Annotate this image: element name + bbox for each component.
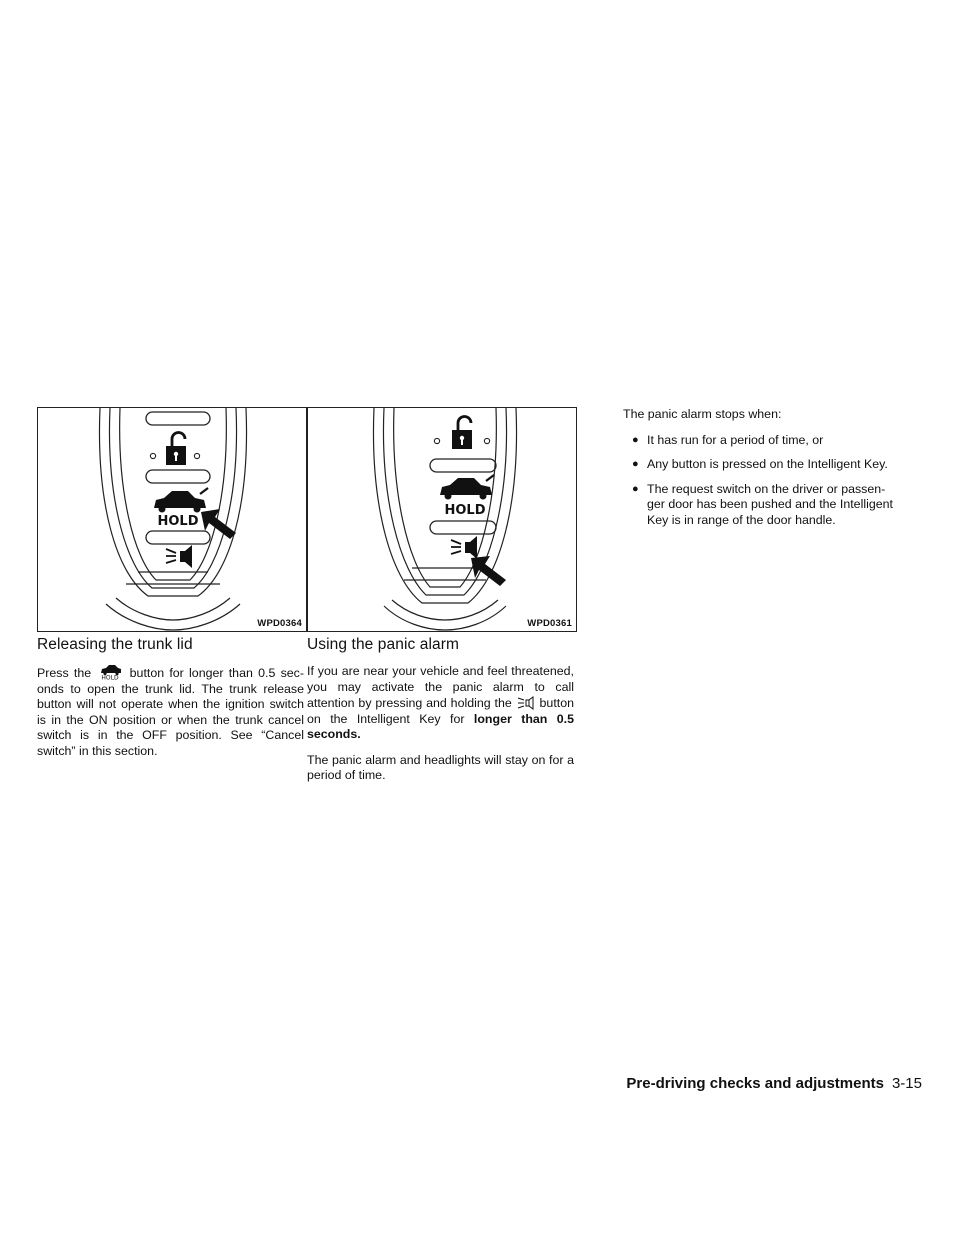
list-item: ● The request switch on the driver or passen-ger door has been pushed and the Intelligent Key is in range of the door handle.: [632, 481, 893, 527]
page-footer: [626, 1075, 922, 1092]
hold-label: HOLD: [444, 503, 486, 518]
stops-intro: The panic alarm stops when:: [623, 407, 782, 421]
footer-section-title: Pre-driving checks and adjustments: [626, 1075, 884, 1092]
hold-label: HOLD: [157, 514, 199, 529]
lock-icon: [150, 433, 199, 466]
panic-paragraph-1: If you are near your vehicle and feel threatened, you may activate the panic alarm to call attention by pressing and holding the button on the Intelligent Key for longer than 0.5 seconds.: [307, 664, 574, 741]
list-item: ● It has run for a period of time, or: [632, 432, 824, 447]
panic-paragraph-2: The panic alarm and headlights will stay on for a period of time.: [307, 752, 574, 782]
car-trunk-icon: [440, 475, 494, 500]
page-number: 3-15: [891, 1075, 922, 1092]
panic-button-icon: [517, 695, 535, 710]
svg-text:HOLD: HOLD: [101, 674, 120, 680]
key-fob-trunk-illustration: [38, 408, 307, 632]
panic-alarm-icon: [451, 536, 477, 559]
figure-code: WPD0364: [257, 618, 302, 629]
stops-list: [623, 433, 903, 529]
section-trunk-release: [37, 636, 304, 769]
figure-trunk-release: [37, 407, 307, 632]
bullet-icon: ●: [632, 433, 639, 446]
section-panic-alarm: [307, 636, 574, 794]
pointer-arrow: [471, 556, 506, 586]
key-fob-panic-illustration: [308, 408, 577, 632]
bullet-icon: ●: [632, 482, 639, 495]
panic-alarm-icon: [166, 545, 192, 568]
trunk-hold-button-icon: [97, 664, 123, 680]
section-heading: Using the panic alarm: [307, 636, 460, 653]
emphasis-duration: longer than 0.5 seconds.: [307, 711, 574, 741]
list-item: ● Any button is pressed on the Intelligent Key.: [632, 457, 888, 471]
lock-icon: [434, 417, 489, 450]
figure-panic-alarm: [307, 407, 577, 632]
bullet-icon: ●: [632, 458, 639, 470]
figure-code: WPD0361: [527, 618, 572, 629]
section-alarm-stops: [623, 407, 903, 537]
section-heading: Releasing the trunk lid: [37, 636, 193, 653]
car-trunk-icon: [154, 488, 208, 513]
trunk-paragraph: Press the HOLD button for longer than 0.5 sec-onds to open the trunk lid. The trunk release button will not operate when the ignition switch is in the ON position or when the trunk cancel switch is in the OFF position. See “Cancel switch” in this section.: [37, 666, 304, 758]
